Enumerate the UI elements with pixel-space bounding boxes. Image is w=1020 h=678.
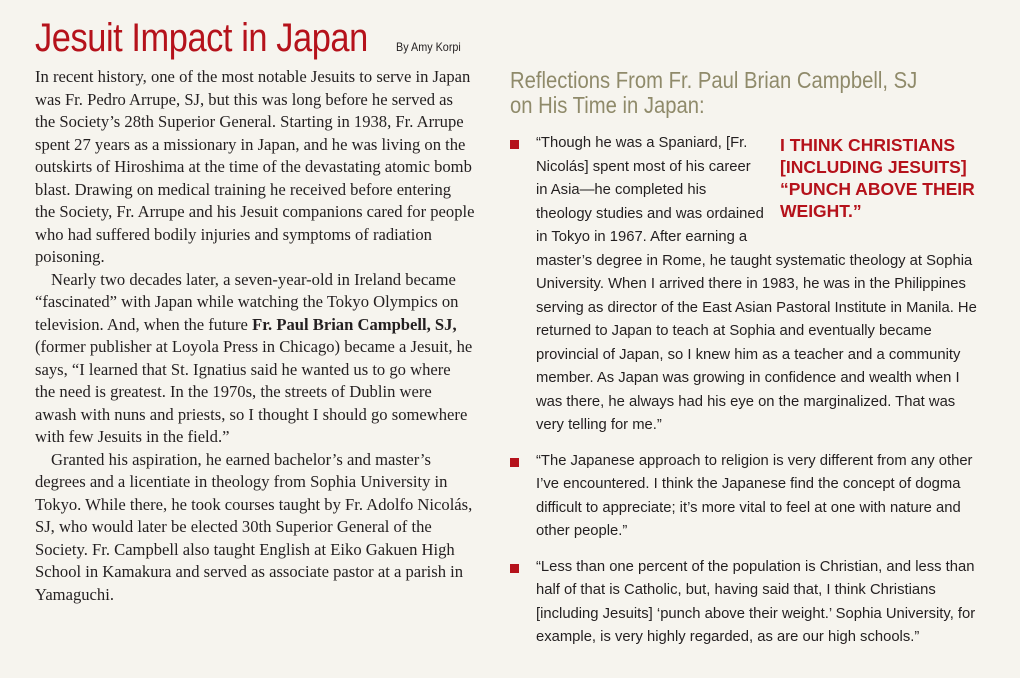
campbell-name-bold: Fr. Paul Brian Campbell, SJ, <box>252 314 457 334</box>
article-title: Jesuit Impact in Japan <box>35 16 368 60</box>
paragraph-1: In recent history, one of the most notable Jesuits to serve in Japan was Fr. Pedro Arrupe, SJ, but this was long before he served as the Society’s 28th Superior General. Starting in 1938, Fr. Arrupe spent 27 years as a missionary in Japan, and he was living on the outskirts of Hiroshima at the time of the devastating atomic bomb blast. Drawing on medical training he received before entering the Society, Fr. Arrupe and his Jesuit companions cared for people who had suffered bodily injuries and symptoms of radiation poisoning. <box>35 67 475 266</box>
paragraph-2-intro: Nearly two decades later, a seven-year-old in Ireland became “fascinated” with Japan while watching the Tokyo Olympics on television. And, when the future <box>35 269 459 334</box>
paragraph-2 <box>35 269 475 449</box>
square-bullet-icon <box>510 564 519 573</box>
quote-item-1 <box>510 132 980 438</box>
sidebar-heading-line-1: Reflections From Fr. Paul Brian Campbell, SJ <box>510 67 918 93</box>
quote-3-text: “Less than one percent of the population is Christian, and less than half of that is Catholic, but, having said that, I think Christians [including Jesuits] ‘punch above their weight.’ Sophia University, for example, is very highly regarded, as are our high schools.” <box>536 558 976 645</box>
quote-text <box>536 132 980 438</box>
paragraph-3: Granted his aspiration, he earned bachelor’s and master’s degrees and a licentiate in theology from Sophia University in Tokyo. While there, he took courses taught by Fr. Adolfo Nicolás, SJ, who would later be elected 30th Superior General of the Society. Fr. Campbell also taught English at Eiko Gakuen High School in Kamakura and served as associate pastor at a parish in Yamaguchi. <box>35 449 473 604</box>
paragraph-2-rest: (former publisher at Loyola Press in Chicago) became a Jesuit, he says, “I learned that St. Ignatius said he wanted us to go where the need is greatest. In the 1970s, the streets of Dublin were awash with nuns and priests, so I thought I should go somewhere with few Jesuits in the field.” <box>35 337 473 446</box>
article-body <box>35 66 475 606</box>
byline: By Amy Korpi <box>396 40 461 54</box>
sidebar-heading <box>510 68 932 118</box>
sidebar-heading-line-2: on His Time in Japan: <box>510 92 705 118</box>
square-bullet-icon <box>510 140 519 149</box>
square-bullet-icon <box>510 458 519 467</box>
quote-item-3 <box>510 556 980 650</box>
quote-item-2 <box>510 450 980 544</box>
quote-2-text: “The Japanese approach to religion is very different from any other I’ve encountered. I think the Japanese find the concept of dogma difficult to appreciate; it’s more vital to feel at one with nature and other people.” <box>536 452 973 539</box>
quote-list <box>510 132 980 650</box>
pull-quote: I THINK CHRISTIANS [INCLUDING JESUITS] “PUNCH ABOVE THEIR WEIGHT.” <box>780 135 975 221</box>
quote-1-text: “Though he was a Spaniard, [Fr. Nicolás] spent most of his career in Asia—he completed his theology studies and was ordained in Tokyo in 1967. After earning a master’s degree in Rome, he taught systematic theology at Sophia University. When I arrived there in 1983, he was in the Philippines serving as director of the East Asian Pastoral Institute in Manila. He returned to Japan to teach at Sophia and eventually became provincial of Japan, so I knew him as a teacher and a community member. As Japan was growing in confidence and wealth when I was there, he always had his eye on the marginalized. That was very telling for me.” <box>536 135 977 433</box>
